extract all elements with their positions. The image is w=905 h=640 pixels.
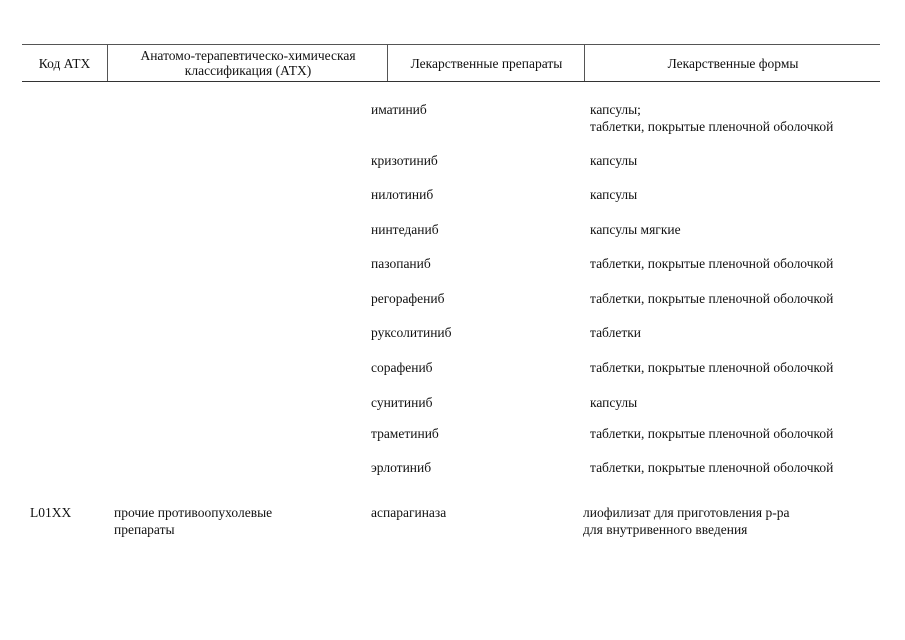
dosage-form-line2: таблетки, покрытые пленочной оболочкой — [590, 119, 834, 134]
dosage-form — [583, 504, 789, 538]
drug-name: нилотиниб — [371, 187, 434, 202]
drug-name: иматиниб — [371, 102, 427, 117]
dosage-form-line2: для внутривенного введения — [583, 522, 748, 537]
drug-name: траметиниб — [371, 426, 439, 441]
drug-name: сорафениб — [371, 360, 433, 375]
dosage-form — [590, 101, 833, 135]
drug-name: руксолитиниб — [371, 325, 452, 340]
drug-name: регорафениб — [371, 291, 445, 306]
dosage-form: таблетки, покрытые пленочной оболочкой — [590, 426, 834, 441]
header-classification-line2: классификация (АТХ) — [184, 63, 312, 78]
dosage-form: таблетки, покрытые пленочной оболочкой — [590, 460, 834, 475]
dosage-form-line1: лиофилизат для приготовления р-ра — [583, 505, 790, 520]
drug-name: нинтеданиб — [371, 222, 439, 237]
dosage-form: таблетки — [590, 325, 642, 340]
header-forms: Лекарственные формы — [584, 45, 881, 81]
dosage-form: таблетки, покрытые пленочной оболочкой — [590, 256, 834, 271]
drug-name: кризотиниб — [371, 153, 438, 168]
dosage-form: таблетки, покрытые пленочной оболочкой — [590, 360, 834, 375]
table-header — [22, 44, 880, 82]
atx-classification — [114, 504, 334, 538]
header-classification-line1: Анатомо-терапевтическо-химическая — [140, 48, 356, 63]
atx-code: L01XX — [30, 505, 72, 520]
header-code: Код АТХ — [38, 55, 91, 71]
dosage-form: капсулы — [590, 153, 638, 168]
dosage-form: капсулы — [590, 187, 638, 202]
drug-name: аспарагиназа — [371, 505, 447, 520]
dosage-form: капсулы мягкие — [590, 222, 681, 237]
dosage-form: таблетки, покрытые пленочной оболочкой — [590, 291, 834, 306]
atx-classification-line1: прочие противоопухолевые — [114, 505, 273, 520]
drug-name: сунитиниб — [371, 395, 433, 410]
atx-classification-line2: препараты — [114, 522, 175, 537]
header-classification — [107, 45, 388, 81]
dosage-form-line1: капсулы; — [590, 102, 641, 117]
drug-name: пазопаниб — [371, 256, 431, 271]
header-drugs: Лекарственные препараты — [387, 45, 585, 81]
dosage-form: капсулы — [590, 395, 638, 410]
drug-name: эрлотиниб — [371, 460, 432, 475]
